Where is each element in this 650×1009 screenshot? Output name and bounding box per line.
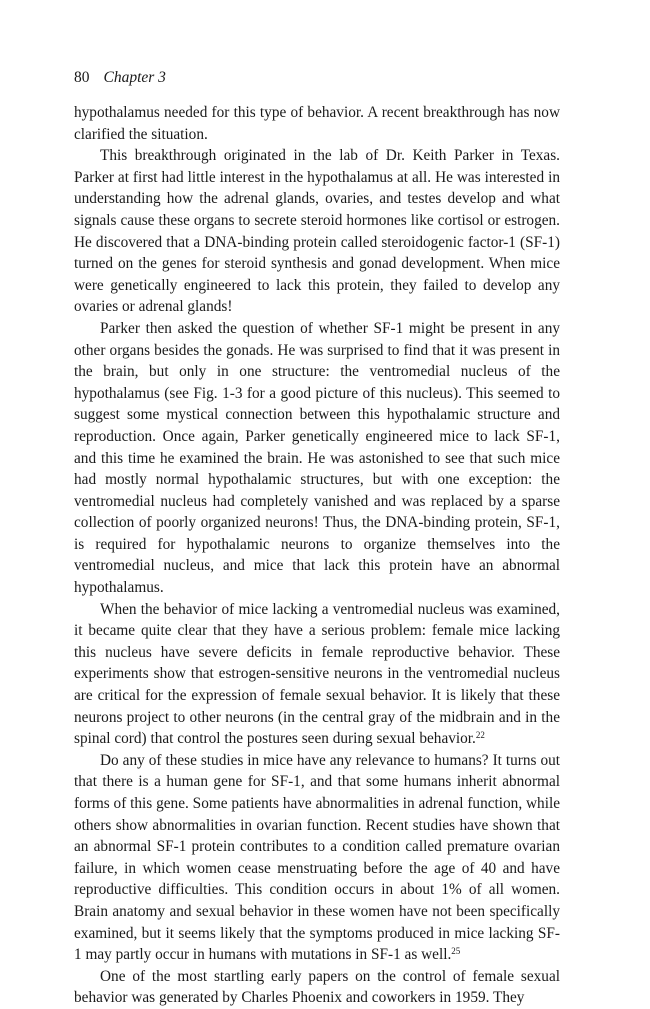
paragraph-text: Parker then asked the question of whether SF-1 might be present in any other organs besides the gonads. He was surprised to find that it was present in the brain, but only in one structure: the ventromedial nucleus of the hypothalamus (see Fig. 1-3 for a good picture of this nucleus). This seemed to suggest some mystical connection between this hypothalamic structure and reproduction. Once again, Parker genetically engineered mice to lack SF-1, and this time he examined the brain. He was astonished to see that such mice had mostly normal hypothalamic structures, but with one exception: the ventromedial nucleus had completely vanished and was replaced by a sparse collection of poorly organized neurons! Thus, the DNA-binding protein, SF-1, is required for hypothalamic neurons to organize themselves into the ventromedial nucleus, and mice that lack this protein have an abnormal hypothalamus.	[74, 319, 560, 597]
paragraph	[74, 966, 560, 1009]
paragraph-text: When the behavior of mice lacking a ventromedial nucleus was examined, it became quite clear that they have a serious problem: female mice lacking this nucleus have severe deficits in female reproductive behavior. These experiments show that estrogen-sensitive neurons in the ventromedial nucleus are critical for the expression of female sexual behavior. It is likely that these neurons project to other neurons (in the central gray of the midbrain and in the spinal cord) that control the postures seen during sexual behavior.	[74, 600, 560, 748]
paragraph-text: One of the most startling early papers on the control of female sexual behavior was generated by Charles Phoenix and coworkers in 1959. They	[74, 967, 560, 1007]
paragraph	[74, 318, 560, 599]
footnote-marker: 25	[451, 946, 461, 957]
body-text	[74, 102, 560, 1009]
running-head	[74, 68, 560, 88]
page-number: 80	[74, 69, 90, 86]
paragraph	[74, 102, 560, 145]
footnote-marker: 22	[475, 730, 485, 741]
paragraph	[74, 145, 560, 318]
paragraph-text: hypothalamus needed for this type of behavior. A recent breakthrough has now clarified the situation.	[74, 104, 560, 143]
paragraph-text: Do any of these studies in mice have any relevance to humans? It turns out that there is a human gene for SF-1, and that some humans inherit abnormal forms of this gene. Some patients have abnormalities in adrenal function, while others show abnormalities in ovarian function. Recent studies have shown that an abnormal SF-1 protein contributes to a condition called premature ovarian failure, in which women cease menstruating before the age of 40 and have reproductive difficulties. This condition occurs in about 1% of all women. Brain anatomy and sexual behavior in these women have not been specifically examined, but it seems likely that the symptoms produced in mice lacking SF-1 may partly occur in humans with mutations in SF-1 as well.	[74, 751, 560, 964]
paragraph-text: This breakthrough originated in the lab of Dr. Keith Parker in Texas. Parker at first had little interest in the hypothalamus at all. He was interested in understanding how the adrenal glands, ovaries, and testes develop and what signals cause these organs to secrete steroid hormones like cortisol or estrogen. He discovered that a DNA-binding protein called steroidogenic factor-1 (SF-1) turned on the genes for steroid synthesis and gonad development. When mice were genetically engineered to lack this protein, they failed to develop any ovaries or adrenal glands!	[74, 147, 560, 316]
chapter-label: Chapter 3	[103, 69, 166, 86]
paragraph	[74, 750, 560, 966]
book-page	[74, 68, 560, 1009]
paragraph	[74, 599, 560, 750]
